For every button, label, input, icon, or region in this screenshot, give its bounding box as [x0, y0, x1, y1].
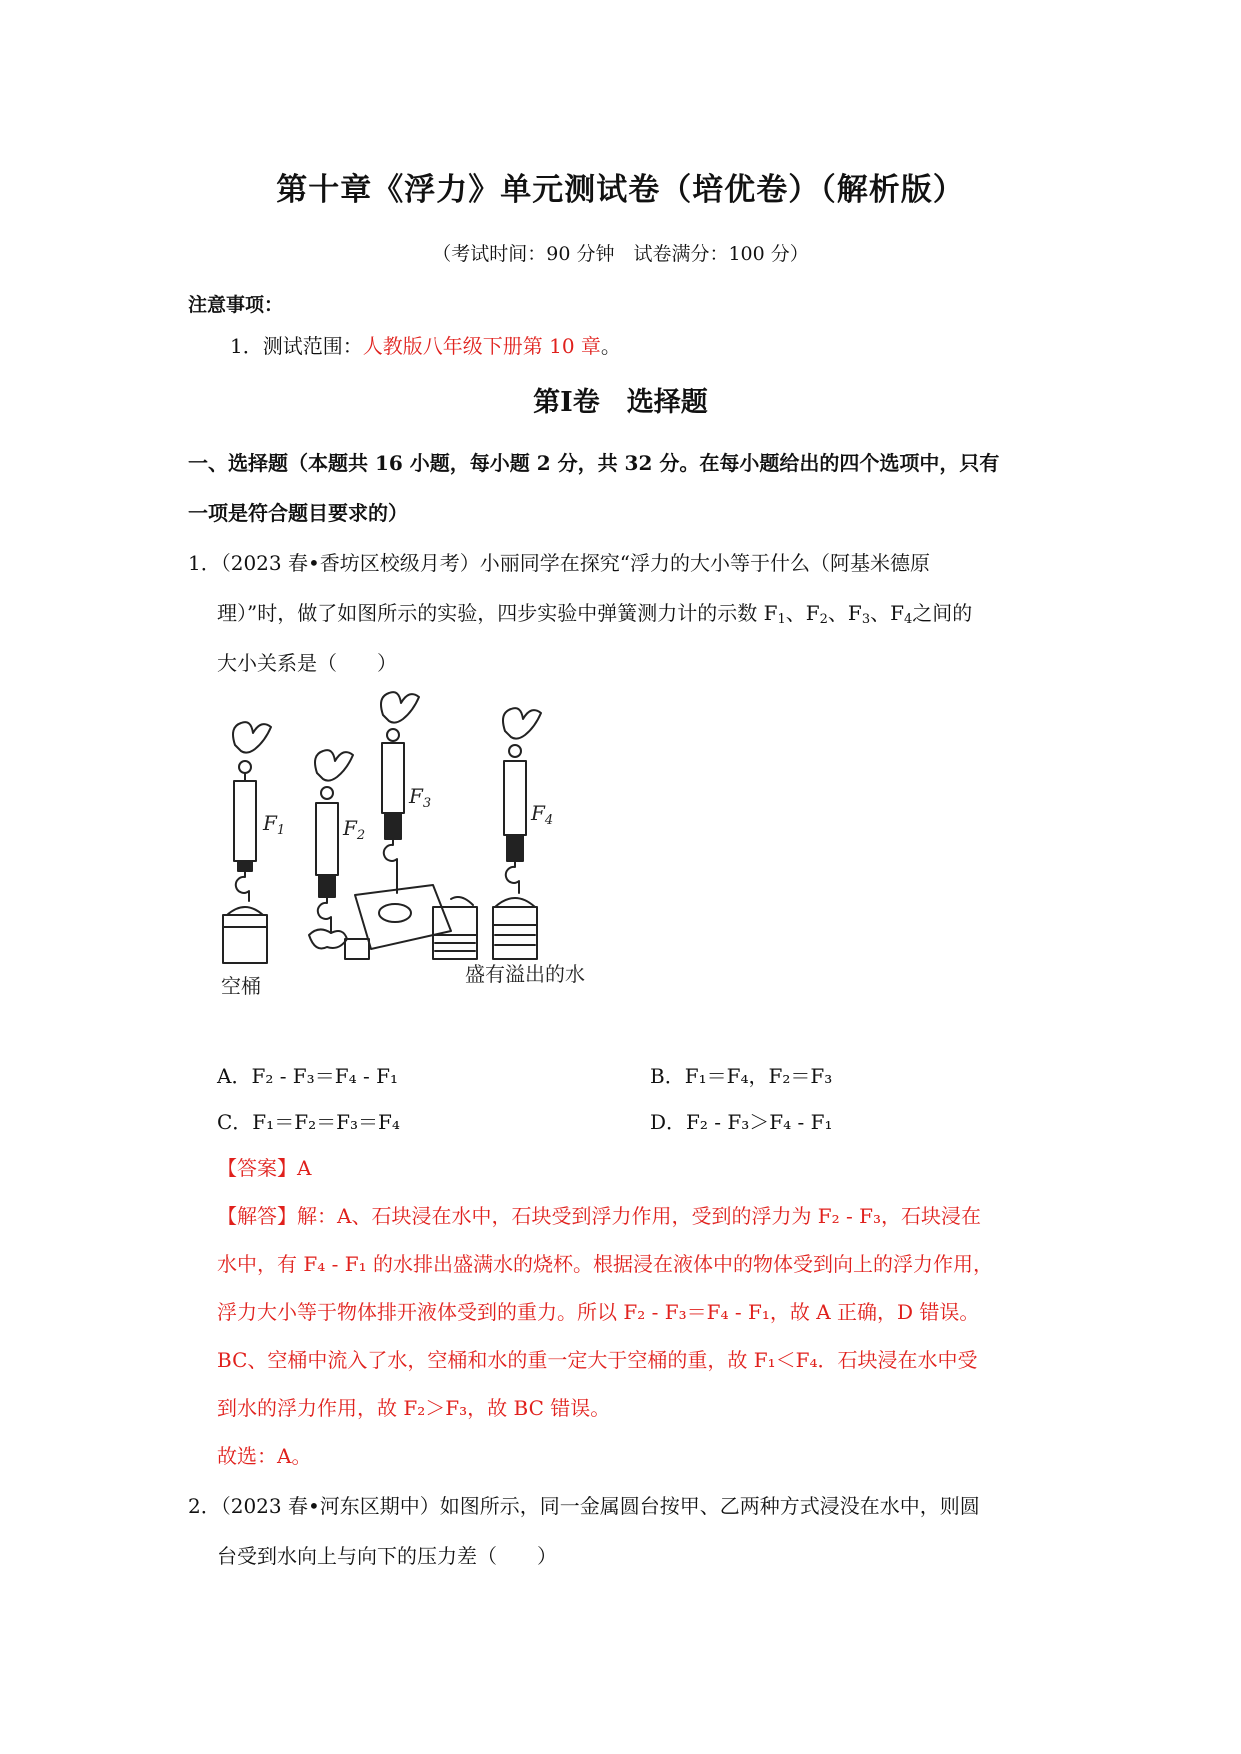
notice-item-prefix: 1．测试范围： [230, 334, 363, 358]
svg-text:F1: $F_1$ [263, 811, 286, 838]
answer [217, 1152, 311, 1181]
q1-line2-a: 理）”时，做了如图所示的实验，四步实验中弹簧测力计的示数 F [217, 601, 778, 625]
svg-text:F2: $F_2$ [343, 816, 366, 843]
analysis-label: 【解答】 [217, 1204, 297, 1228]
q1-line2-e: 之间的 [912, 601, 973, 625]
svg-text:F3: $F_3$ [409, 784, 432, 811]
section-title: 第Ⅰ卷 选择题 [533, 387, 708, 418]
option-b[interactable]: B．F₁＝F₄，F₂＝F₃ [650, 1064, 833, 1088]
answer-label: 【答案】 [217, 1156, 297, 1180]
q1-line3: 大小关系是（ ） [217, 651, 397, 675]
q1-line2-c: 、F [827, 601, 862, 625]
q2-line2: 台受到水向上与向下的压力差（ ） [217, 1544, 557, 1568]
scale-2 [309, 750, 353, 948]
option-c[interactable]: C．F₁＝F₂＝F₃＝F₄ [217, 1110, 400, 1134]
page-title: 第十章《浮力》单元测试卷（培优卷）（解析版） [276, 172, 965, 208]
q1-line1: 1．（2023 春•香坊区校级月考）小丽同学在探究“浮力的大小等于什么（阿基米德原 [188, 551, 931, 575]
analysis-line-4: BC、空桶中流入了水，空桶和水的重一定大于空桶的重，故 F₁＜F₄．石块浸在水中受 [217, 1348, 978, 1372]
q1-line2 [217, 597, 972, 627]
scale-3 [345, 692, 477, 959]
q1-line2-d: 、F [870, 601, 904, 625]
scale-4 [493, 708, 541, 959]
svg-text:F4: $F_4$ [531, 801, 554, 828]
experiment-figure [205, 685, 665, 1030]
answer-value: A [297, 1156, 312, 1180]
notice-item-scope: 人教版八年级下册第 10 章 [362, 334, 601, 358]
notice-item [230, 330, 621, 359]
sub-1: 1 [777, 612, 786, 627]
section-heading-line2: 一项是符合题目要求的） [188, 501, 408, 525]
notice-heading: 注意事项： [188, 294, 284, 316]
q2-line1: 2．（2023 春•河东区期中）如图所示，同一金属圆台按甲、乙两种方式浸没在水中，则圆 [188, 1494, 980, 1518]
notice-item-end: 。 [600, 334, 621, 358]
analysis-line-2: 水中，有 F₄ - F₁ 的水排出盛满水的烧杯。根据浸在液体中的物体受到向上的浮力作用， [217, 1252, 993, 1276]
section-heading-line1: 一、选择题（本题共 16 小题，每小题 2 分，共 32 分。在每小题给出的四个选项中，只有 [188, 451, 1000, 475]
sub-3: 3 [861, 612, 871, 627]
analysis-line-6: 故选：A。 [217, 1444, 312, 1468]
scale-1 [223, 722, 271, 963]
exam-info: （考试时间：90 分钟 试卷满分：100 分） [432, 243, 809, 265]
analysis-text-1: 解：A、石块浸在水中，石块受到浮力作用，受到的浮力为 F₂ - F₃，石块浸在 [297, 1204, 982, 1228]
analysis-line-5: 到水的浮力作用，故 F₂＞F₃，故 BC 错误。 [217, 1396, 611, 1420]
option-a[interactable]: A．F₂ - F₃＝F₄ - F₁ [217, 1064, 398, 1088]
q1-line2-b: 、F [785, 601, 820, 625]
sub-2: 2 [819, 612, 828, 627]
option-d[interactable]: D．F₂ - F₃＞F₄ - F₁ [650, 1110, 833, 1134]
analysis-line-1 [217, 1200, 981, 1229]
sub-4: 4 [903, 612, 913, 627]
caption-overflow-water: 盛有溢出的水 [465, 962, 585, 986]
analysis-line-3: 浮力大小等于物体排开液体受到的重力。所以 F₂ - F₃＝F₄ - F₁，故 A 正确，D 错误。 [217, 1300, 980, 1324]
caption-empty-bucket: 空桶 [221, 974, 261, 998]
